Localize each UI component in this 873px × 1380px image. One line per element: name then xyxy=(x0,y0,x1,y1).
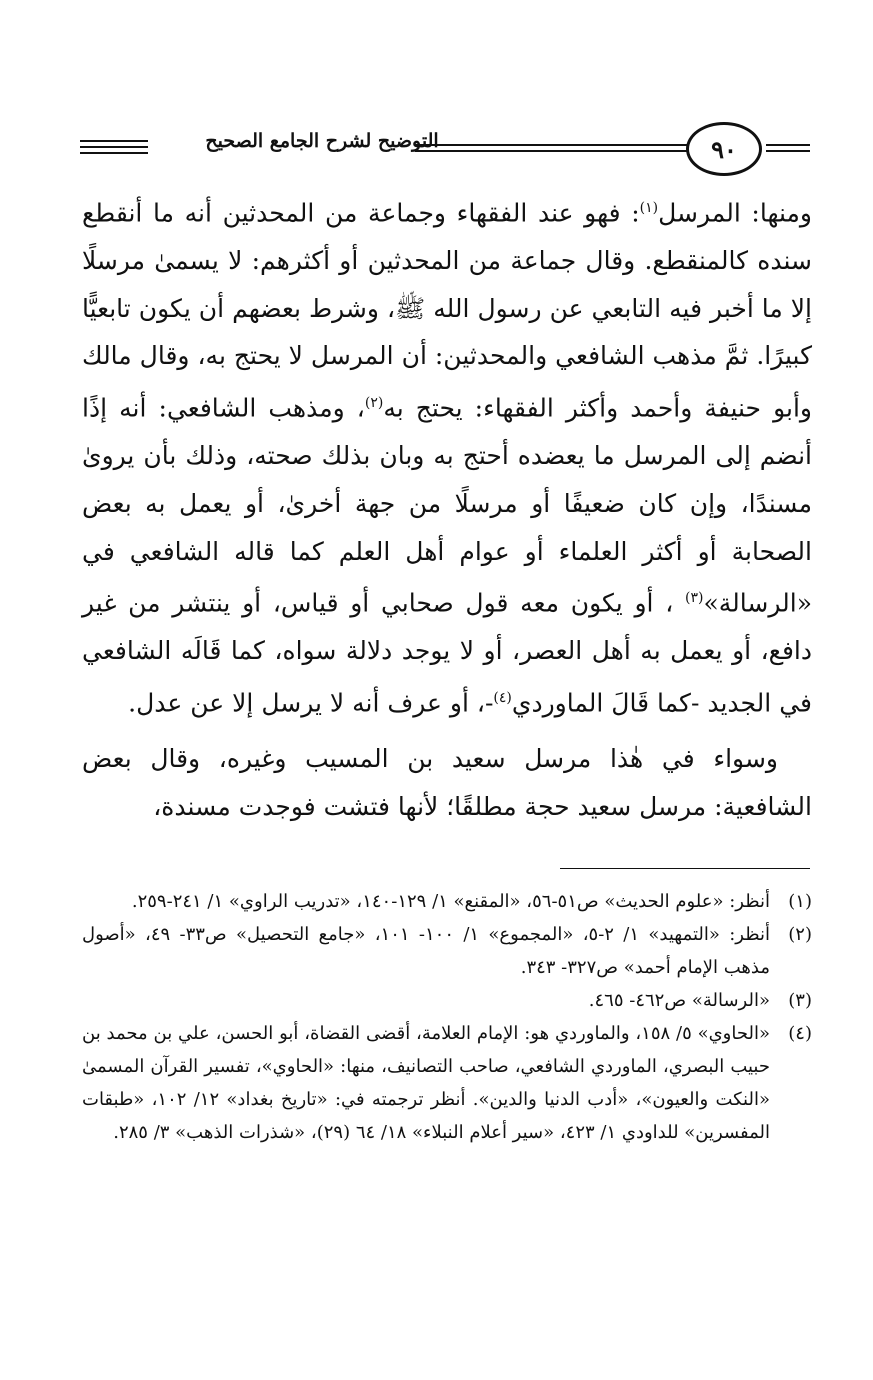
footnote-1 xyxy=(82,885,812,918)
paragraph-2: وسواء في هٰذا مرسل سعيد بن المسيب وغيره، وقال بعض الشافعية: مرسل سعيد حجة مطلقًا؛ لأنها فتشت فوجدت مسندة، xyxy=(82,744,812,821)
footnote-ref-2[interactable]: (٢) xyxy=(364,395,384,412)
footnote-ref-4[interactable]: (٤) xyxy=(493,690,512,707)
footnotes xyxy=(82,885,812,1149)
footnote-text: أنظر: «علوم الحديث» ص٥١-٥٦، «المقنع» ١/ ١٢٩-١٤٠، «تدريب الراوي» ١/ ٢٤١-٢٥٩. xyxy=(131,891,770,912)
text-run: -، أو عرف أنه لا يرسل إلا عن عدل. xyxy=(128,688,494,718)
header-rule-left xyxy=(80,140,148,142)
text-run: ومنها: المرسل xyxy=(658,198,812,228)
header-rule-far-right-2 xyxy=(766,150,810,152)
footnote-number: (١) xyxy=(788,891,812,912)
footnote-text: أنظر: «التمهيد» ١/ ٢-٥، «المجموع» ١/ ١٠٠- ١٠١، «جامع التحصيل» ص٣٣- ٤٩، «أصول مذهب الإمام أحمد» ص٣٢٧- ٣٤٣. xyxy=(82,924,770,978)
footnote-number: (٣) xyxy=(788,990,812,1011)
footnote-text: «الحاوي» ٥/ ١٥٨، والماوردي هو: الإمام العلامة، أقضى القضاة، أبو الحسن، علي بن محمد بن حبيب البصري، الماوردي الشافعي، صاحب التصانيف، منها: «الحاوي»، تفسير القرآن المسمىٰ «النكت والعيون»، «أدب الدنيا والدين». أنظر ترجمته في: «تاريخ بغداد» ١٢/ ١٠٢، «طبقات المفسرين» للداودي ١/ ٤٢٣، «سير أعلام النبلاء» ١٨/ ٦٤ (٢٩)، «شذرات الذهب» ٣/ ٢٨٥. xyxy=(82,1023,770,1143)
footnote-ref-3[interactable]: (٣) xyxy=(684,590,704,607)
text-run: ، ومذهب الشافعي: أنه إذًا أنضم إلى المرسل ما يعضده أحتج به وبان بذلك صحته، وذلك بأن يروىٰ مسندًا، وإن كان ضعيفًا أو مرسلًا من جهة أخرىٰ، أو يعمل به بعض الصحابة أو أكثر العلماء أو عوام أهل العلم كما قاله الشافعي في «الرسالة» xyxy=(82,393,812,618)
page-number: ٩٠ xyxy=(686,122,762,176)
main-text xyxy=(82,185,812,830)
footnote-separator xyxy=(560,868,810,869)
footnote-3 xyxy=(82,984,812,1017)
running-title: التوضيح لشرح الجامع الصحيح xyxy=(205,130,439,152)
footnote-text: «الرسالة» ص٤٦٢- ٤٦٥. xyxy=(588,990,770,1011)
footnote-4 xyxy=(82,1017,812,1149)
page-header xyxy=(70,120,810,176)
text-run: ، أو يكون معه قول صحابي أو قياس، أو ينتشر من غير دافع، أو يعمل به أهل العصر، أو لا يوجد دلالة سواه، كما قَالَه الشافعي في الجديد -كما قَالَ الماوردي xyxy=(82,588,812,718)
footnote-number: (٤) xyxy=(788,1023,812,1044)
footnote-ref-1[interactable]: (١) xyxy=(639,200,659,216)
footnote-number: (٢) xyxy=(788,924,812,945)
paragraph-1 xyxy=(82,185,812,727)
footnote-2 xyxy=(82,918,812,984)
header-rule-left-2 xyxy=(80,146,148,148)
header-rule-left-3 xyxy=(80,152,148,154)
header-rule-far-right xyxy=(766,144,810,146)
text-run: : فهو عند الفقهاء وجماعة من المحدثين أنه ما أنقطع سنده كالمنقطع. وقال جماعة من المحدثين أو أكثرهم: لا يسمىٰ مرسلًا إلا ما أخبر فيه التابعي عن رسول الله ﷺ، وشرط بعضهم أن يكون تابعيًّا كبيرًا. ثمَّ مذهب الشافعي والمحدثين: أن المرسل لا يحتج به، وقال مالك وأبو حنيفة وأحمد وأكثر الفقهاء: يحتج به xyxy=(82,198,812,423)
